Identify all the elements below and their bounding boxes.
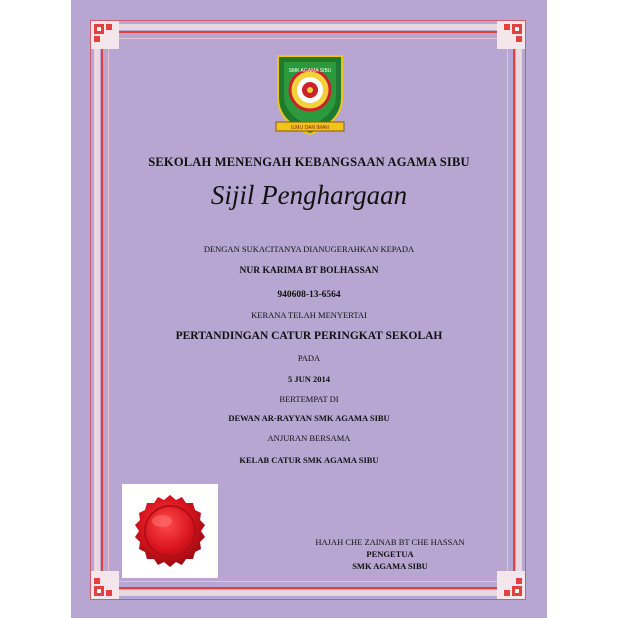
organizer-name: KELAB CATUR SMK AGAMA SIBU xyxy=(239,455,379,465)
date-label: PADA xyxy=(297,353,321,363)
crest-motto: ILMU DAN IMAN xyxy=(291,125,329,131)
corner-ornament-top-right xyxy=(496,20,526,50)
recipient-ic-number: 940608-13-6564 xyxy=(277,290,341,300)
red-seal-icon xyxy=(122,484,218,578)
venue-name: DEWAN AR-RAYYAN SMK AGAMA SIBU xyxy=(228,413,390,423)
signatory-school: SMK AGAMA SIBU xyxy=(352,561,428,571)
corner-ornament-top-left xyxy=(90,20,120,50)
recipient-name: NUR KARIMA BT BOLHASSAN xyxy=(239,266,379,276)
corner-ornament-bottom-left xyxy=(90,570,120,600)
event-date: 5 JUN 2014 xyxy=(287,374,331,384)
venue-label: BERTEMPAT DI xyxy=(279,394,339,404)
school-crest-logo xyxy=(270,52,350,138)
corner-ornament-bottom-right xyxy=(496,570,526,600)
certificate-title: Sijil Penghargaan xyxy=(210,180,408,210)
signatory-position: PENGETUA xyxy=(366,549,414,559)
seal-frame xyxy=(122,484,218,578)
event-name: PERTANDINGAN CATUR PERINGKAT SEKOLAH xyxy=(175,330,443,342)
signatory-name: HAJAH CHE ZAINAB BT CHE HASSAN xyxy=(315,537,465,547)
school-name: SEKOLAH MENENGAH KEBANGSAAN AGAMA SIBU xyxy=(148,155,470,169)
organizer-label: ANJURAN BERSAMA xyxy=(267,433,351,443)
award-intro: DENGAN SUKACITANYA DIANUGERAHKAN KEPADA xyxy=(203,244,415,254)
reason-intro: KERANA TELAH MENYERTAI xyxy=(251,310,367,320)
crest-ring-text: SMK AGAMA SIBU xyxy=(288,68,332,74)
